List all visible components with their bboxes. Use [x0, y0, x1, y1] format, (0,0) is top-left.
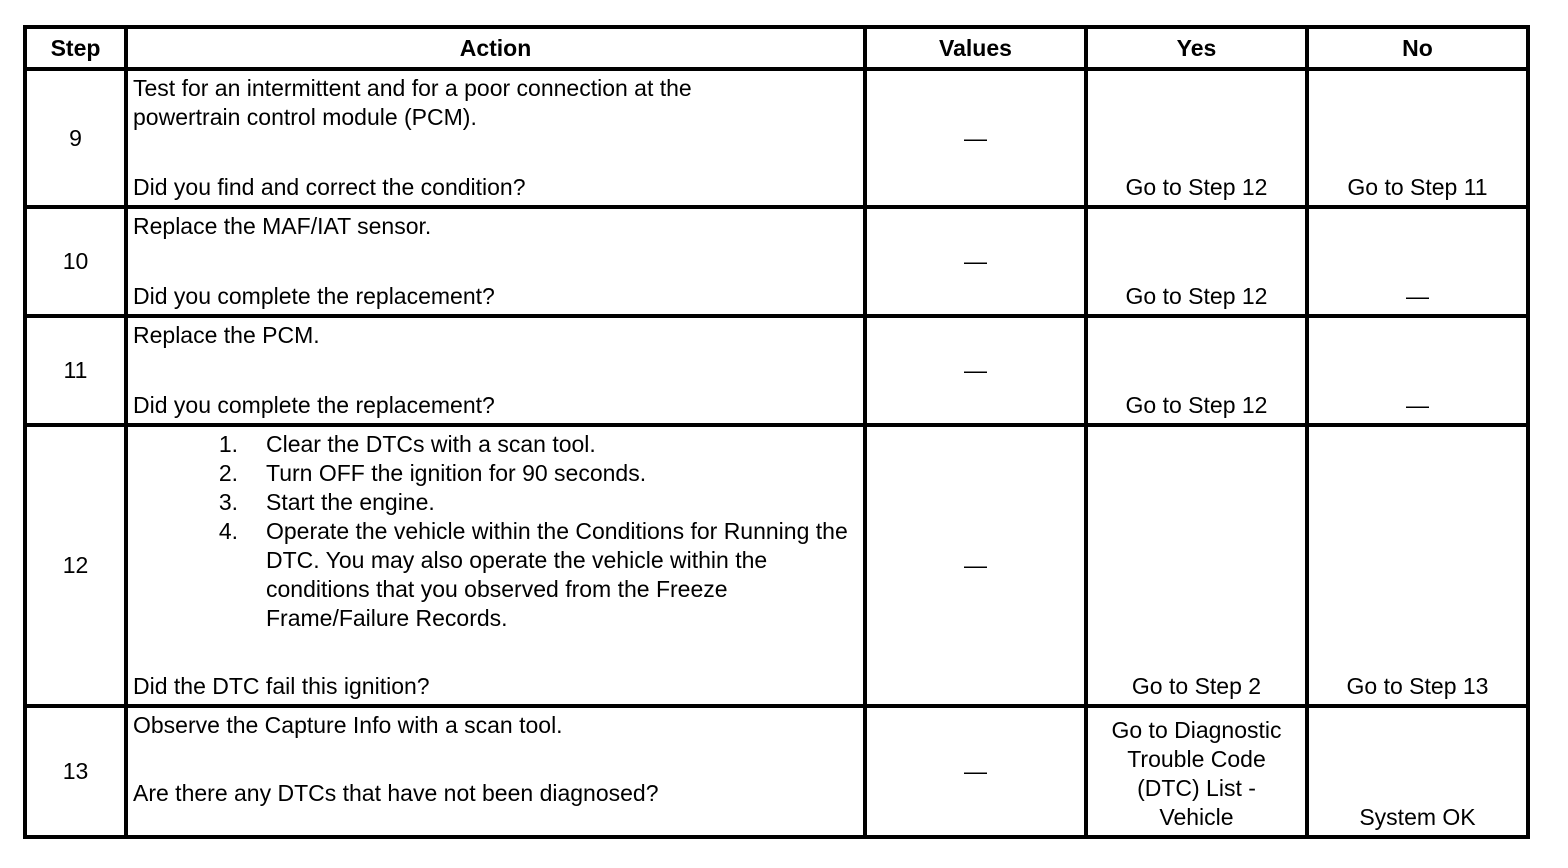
step-number: 13 [25, 706, 126, 837]
list-item-number: 3. [218, 489, 238, 515]
action-text: Test for an intermittent and for a poor connection at the powertrain control module (PCM). [133, 75, 692, 130]
table-row [25, 69, 1528, 207]
values-cell: — [865, 69, 1086, 207]
action-text: Replace the MAF/IAT sensor. [133, 213, 432, 239]
list-item-text: Operate the vehicle within the Conditions for Running the DTC. You may also operate the vehicle within the conditions that you observed from the Freeze Frame/Failure Records. [266, 518, 848, 631]
values-cell: — [865, 706, 1086, 837]
header-row [25, 27, 1528, 69]
no-cell: — [1307, 207, 1528, 316]
step-number: 11 [25, 316, 126, 425]
list-item [133, 517, 859, 633]
no-cell: — [1307, 316, 1528, 425]
action-question: Did the DTC fail this ignition? [133, 673, 430, 699]
values-cell: — [865, 316, 1086, 425]
action-cell [126, 69, 865, 207]
table-row [25, 316, 1528, 425]
values-cell: — [865, 425, 1086, 706]
action-text: Observe the Capture Info with a scan tool. [133, 712, 563, 738]
yes-cell[interactable]: Go to Diagnostic Trouble Code (DTC) List - Vehicle [1086, 706, 1307, 837]
table-row [25, 425, 1528, 706]
no-cell: System OK [1307, 706, 1528, 837]
list-item [133, 488, 859, 517]
list-item-number: 4. [218, 518, 238, 544]
yes-cell[interactable]: Go to Step 12 [1086, 69, 1307, 207]
action-cell [126, 706, 865, 837]
header-step: Step [25, 27, 126, 69]
action-cell [126, 316, 865, 425]
table-row [25, 706, 1528, 837]
table-row [25, 207, 1528, 316]
list-item [133, 430, 859, 459]
header-action: Action [126, 27, 865, 69]
diagnostic-table [23, 25, 1530, 839]
list-item-number: 1. [218, 431, 238, 457]
list-item-text: Turn OFF the ignition for 90 seconds. [266, 460, 647, 486]
action-cell [126, 425, 865, 706]
step-number: 10 [25, 207, 126, 316]
action-question: Are there any DTCs that have not been diagnosed? [133, 780, 659, 806]
yes-cell[interactable]: Go to Step 12 [1086, 316, 1307, 425]
list-item-text: Start the engine. [266, 489, 435, 515]
step-number: 9 [25, 69, 126, 207]
list-item-text: Clear the DTCs with a scan tool. [266, 431, 596, 457]
yes-cell[interactable]: Go to Step 2 [1086, 425, 1307, 706]
yes-cell[interactable]: Go to Step 12 [1086, 207, 1307, 316]
action-text: Replace the PCM. [133, 322, 320, 348]
header-no: No [1307, 27, 1528, 69]
no-cell[interactable]: Go to Step 11 [1307, 69, 1528, 207]
action-question: Did you find and correct the condition? [133, 174, 526, 200]
list-item-number: 2. [218, 460, 238, 486]
procedure-list [133, 430, 859, 633]
action-cell [126, 207, 865, 316]
list-item [133, 459, 859, 488]
header-values: Values [865, 27, 1086, 69]
header-yes: Yes [1086, 27, 1307, 69]
action-question: Did you complete the replacement? [133, 392, 495, 418]
values-cell: — [865, 207, 1086, 316]
action-question: Did you complete the replacement? [133, 283, 495, 309]
step-number: 12 [25, 425, 126, 706]
no-cell[interactable]: Go to Step 13 [1307, 425, 1528, 706]
